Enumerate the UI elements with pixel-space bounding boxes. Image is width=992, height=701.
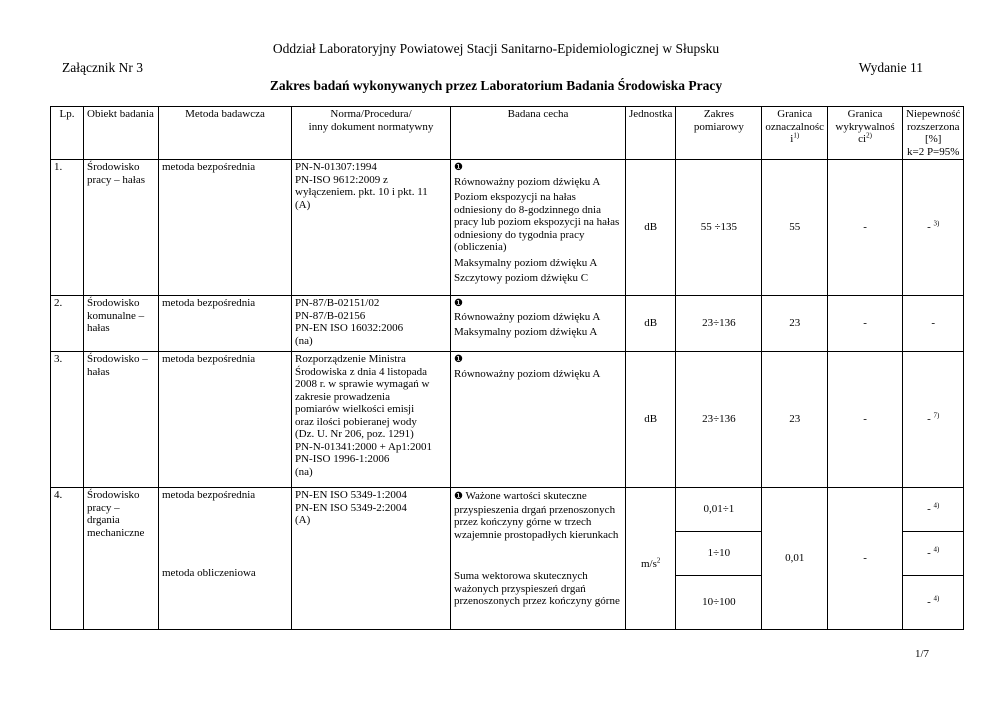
row-lp: 1.: [51, 160, 84, 296]
row-cecha: ❶ Równoważny poziom dźwięku A: [451, 352, 626, 488]
row-niepewnosc: - $^{4)}$: [903, 532, 964, 576]
header-lp: Lp.: [51, 107, 84, 160]
row-metoda: metoda bezpośrednia: [159, 352, 292, 488]
row-metoda-2: metoda obliczeniowa: [162, 567, 256, 579]
header-norma: Norma/Procedura/ inny dokument normatywny: [292, 107, 451, 160]
row-granica-wykrywalnosci: -: [828, 488, 903, 630]
row-zakres: 23÷136: [676, 296, 762, 352]
row-obiekt: Środowisko komunalne – hałas: [84, 296, 159, 352]
table-header-row: [51, 107, 964, 160]
row-obiekt: Środowisko pracy – hałas: [84, 160, 159, 296]
row-zakres: 1÷10: [676, 532, 762, 576]
row-granica-oznaczalnosci: 0,01: [762, 488, 828, 630]
header-cecha: Badana cecha: [451, 107, 626, 160]
table-row: [51, 488, 964, 532]
row-jednostka: $m/s^2$: [626, 488, 676, 630]
row-norma: PN-87/B-02151/02 PN-87/B-02156 PN-EN ISO 16032:2006 (na): [292, 296, 451, 352]
row-metoda: metoda bezpośrednia: [159, 160, 292, 296]
row-norma: Rozporządzenie Ministra Środowiska z dnia 4 listopada 2008 r. w sprawie wymagań w zakresie prowadzenia pomiarów wielkości emisji oraz ilości pobieranej wody (Dz. U. Nr 206, poz. 1291) PN-N-01341:2000 + Ap1:2001 PN-ISO 1996-1:2006 (na): [292, 352, 451, 488]
accreditation-marker: ❶: [454, 162, 463, 173]
row-niepewnosc: - $^{3)}$: [903, 160, 964, 296]
row-zakres: 0,01÷1: [676, 488, 762, 532]
header-granica-wykrywalnosci: Granica wykrywalnoś $ci^{2)}$: [828, 107, 903, 160]
header-granica-oznaczalnosci: Granica oznaczalnośc $i^{1)}$: [762, 107, 828, 160]
header-metoda: Metoda badawcza: [159, 107, 292, 160]
row-zakres: 55 ÷135: [676, 160, 762, 296]
row-norma: PN-EN ISO 5349-1:2004 PN-EN ISO 5349-2:2004 (A): [292, 488, 451, 630]
row-granica-wykrywalnosci: -: [828, 296, 903, 352]
row-zakres: 10÷100: [676, 576, 762, 630]
row-lp: 4.: [51, 488, 84, 630]
accreditation-marker: ❶: [454, 354, 463, 365]
row-granica-oznaczalnosci: 23: [762, 352, 828, 488]
row-cecha: ❶ Równoważny poziom dźwięku A Poziom ekspozycji na hałas odniesiony do 8-godzinnego dnia pracy lub poziom ekspozycji na hałas odniesiony do tygodnia pracy (obliczenia) Maksymalny poziom dźwięku A Szczytowy poziom dźwięku C: [451, 160, 626, 296]
row-granica-wykrywalnosci: -: [828, 160, 903, 296]
edition-number: Wydanie 11: [858, 60, 923, 75]
row-jednostka: dB: [626, 296, 676, 352]
row-obiekt: Środowisko pracy – drgania mechaniczne: [84, 488, 159, 630]
row-jednostka: dB: [626, 160, 676, 296]
row-jednostka: dB: [626, 352, 676, 488]
header-obiekt: Obiekt badania: [84, 107, 159, 160]
row-granica-oznaczalnosci: 23: [762, 296, 828, 352]
row-granica-wykrywalnosci: -: [828, 352, 903, 488]
table-row: [51, 160, 964, 296]
row-obiekt: Środowisko – hałas: [84, 352, 159, 488]
table-row: [51, 296, 964, 352]
annex-number: Załącznik Nr 3: [62, 60, 143, 75]
page-number: 1/7: [914, 648, 929, 660]
row-metoda: metoda bezpośrednia metoda obliczeniowa: [159, 488, 292, 630]
row-lp: 3.: [51, 352, 84, 488]
organization-name: Oddział Laboratoryjny Powiatowej Stacji Sanitarno-Epidemiologicznej w Słupsku: [272, 41, 720, 56]
header-zakres: Zakres pomiarowy: [676, 107, 762, 160]
row-zakres: 23÷136: [676, 352, 762, 488]
row-niepewnosc: - $^{7)}$: [903, 352, 964, 488]
table-row: [51, 352, 964, 488]
row-cecha: ❶ Równoważny poziom dźwięku A Maksymalny poziom dźwięku A: [451, 296, 626, 352]
row-granica-oznaczalnosci: 55: [762, 160, 828, 296]
document-title: Zakres badań wykonywanych przez Laboratorium Badania Środowiska Pracy: [269, 78, 723, 93]
accreditation-marker: ❶: [454, 298, 463, 309]
accreditation-marker: ❶: [454, 491, 463, 502]
row-cecha: ❶ Ważone wartości skuteczne przyspieszenia drgań przenoszonych przez kończyny górne w trzech wzajemnie prostopadłych kierunkach Suma wektorowa skutecznych ważonych przyspieszeń drgań przenoszonych przez kończyny górne: [451, 488, 626, 630]
row-metoda: metoda bezpośrednia: [159, 296, 292, 352]
row-lp: 2.: [51, 296, 84, 352]
row-norma: PN-N-01307:1994 PN-ISO 9612:2009 z wyłączeniem. pkt. 10 i pkt. 11 (A): [292, 160, 451, 296]
row-niepewnosc: - $^{4)}$: [903, 488, 964, 532]
header-jednostka: Jednostka: [626, 107, 676, 160]
row-niepewnosc: - $^{4)}$: [903, 576, 964, 630]
header-niepewnosc: Niepewność rozszerzona [%] k=2 P=95%: [903, 107, 964, 160]
row-niepewnosc: -: [903, 296, 964, 352]
scope-table: [50, 106, 964, 630]
